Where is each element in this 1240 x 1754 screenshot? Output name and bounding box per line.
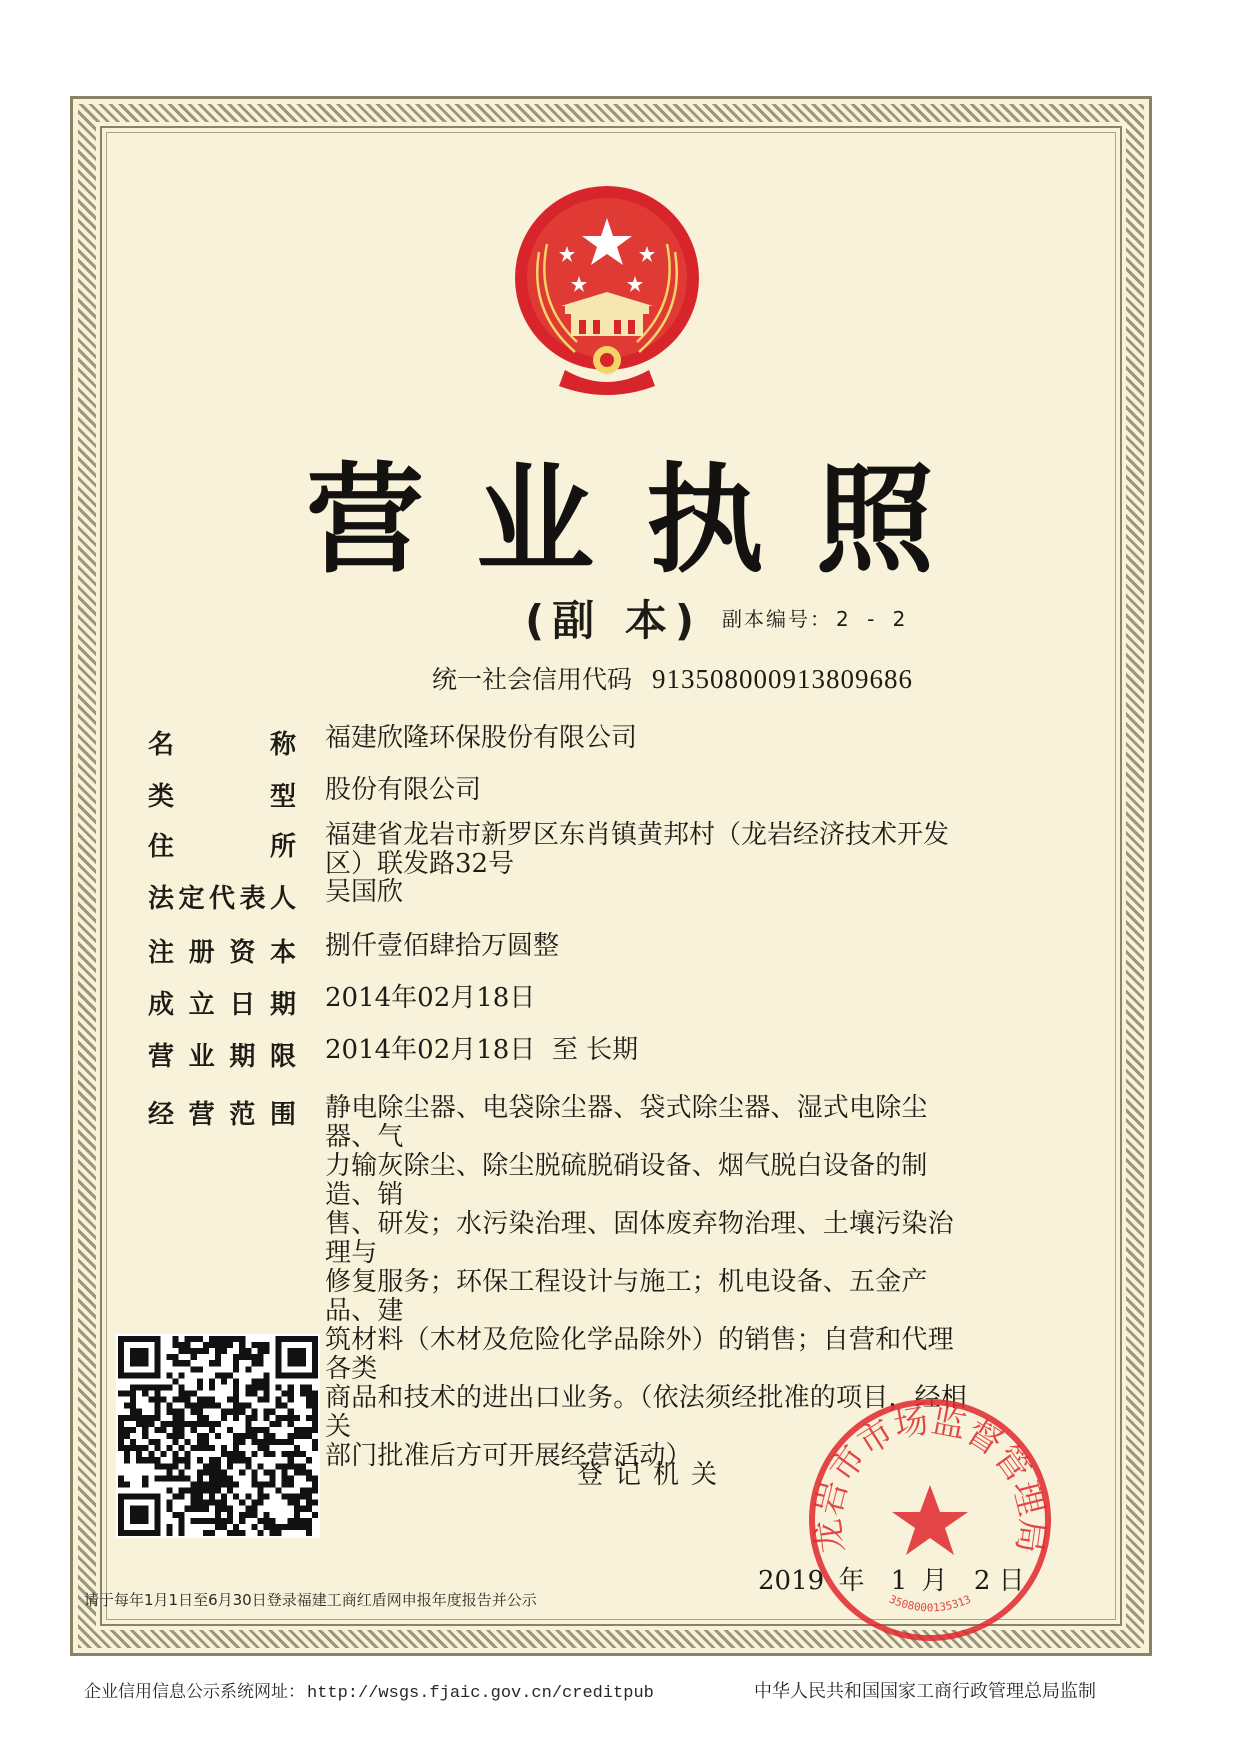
document-title: 营业执照	[305, 451, 986, 589]
registration-authority-label: 登记机关	[577, 1460, 730, 1490]
official-seal	[800, 1390, 1060, 1650]
copy-number-value: 2 - 2	[836, 607, 912, 631]
field-label-scope: 经营范围	[148, 1100, 296, 1130]
field-value-name: 福建欣隆环保股份有限公司	[325, 723, 638, 753]
issue-date-day-unit: 日	[998, 1566, 1025, 1596]
field-value-address: 福建省龙岩市新罗区东肖镇黄邦村（龙岩经济技术开发 区）联发路32号	[325, 820, 950, 879]
issue-date-year-unit: 年	[838, 1566, 865, 1596]
field-label-type: 类型	[148, 782, 296, 812]
field-label-address: 住所	[148, 832, 296, 862]
field-value-type: 股份有限公司	[325, 775, 482, 805]
footer-credit-label: 企业信用信息公示系统网址：	[84, 1682, 305, 1702]
document-subtitle: (副 本)	[525, 596, 703, 645]
issue-date-year: 2019	[758, 1566, 825, 1596]
issue-date-day: 2	[973, 1566, 991, 1596]
credit-code-label: 统一社会信用代码	[432, 665, 633, 694]
national-emblem-icon	[505, 182, 709, 402]
footer-credit-system	[84, 1677, 654, 1703]
copy-number-label: 副本编号：	[722, 607, 832, 631]
field-label-name: 名称	[148, 730, 296, 760]
seal-text: 龙岩市市场监督管理局	[807, 1400, 1053, 1556]
field-label-term: 营业期限	[148, 1042, 296, 1072]
copy-number	[722, 603, 911, 632]
credit-code-row	[432, 660, 913, 696]
issue-date-month: 1	[890, 1566, 908, 1596]
field-value-term: 2014年02月18日 至 长期	[325, 1035, 639, 1065]
qr-modules	[118, 1336, 318, 1536]
field-value-scope: 静电除尘器、电袋除尘器、袋式除尘器、湿式电除尘器、气 力输灰除尘、除尘脱硫脱硝设备、烟气脱白设备的制造、销 售、研发；水污染治理、固体废弃物治理、土壤污染治理与 修复服务；环保工程设计与施工；机电设备、五金产品、建 筑材料（木材及危险化学品除外）的销售；自营和代理各类 商品和技术的进出口业务。（依法须经批准的项目，经相关 部门批准后方可开展经营活动）	[325, 1093, 968, 1471]
field-value-legal-rep: 吴国欣	[325, 877, 404, 907]
footer-supervisor: 中华人民共和国国家工商行政管理总局监制	[754, 1681, 1096, 1702]
field-value-capital: 捌仟壹佰肆拾万圆整	[325, 931, 560, 961]
issue-date-month-unit: 月	[921, 1566, 948, 1596]
seal-number: 3508000135313	[887, 1592, 973, 1615]
footer-credit-url[interactable]: http://wsgs.fjaic.gov.cn/creditpub	[307, 1684, 654, 1703]
field-label-capital: 注册资本	[148, 938, 296, 968]
field-label-established: 成立日期	[148, 990, 296, 1020]
credit-code-value: 913508000913809686	[652, 664, 914, 694]
issue-date	[758, 1560, 1025, 1597]
field-label-legal-rep: 法定代表人	[148, 884, 296, 914]
annual-report-notice: 请于每年1月1日至6月30日登录福建工商红盾网申报年度报告并公示	[84, 1591, 537, 1609]
qr-code	[116, 1334, 320, 1538]
field-value-established: 2014年02月18日	[325, 983, 536, 1013]
